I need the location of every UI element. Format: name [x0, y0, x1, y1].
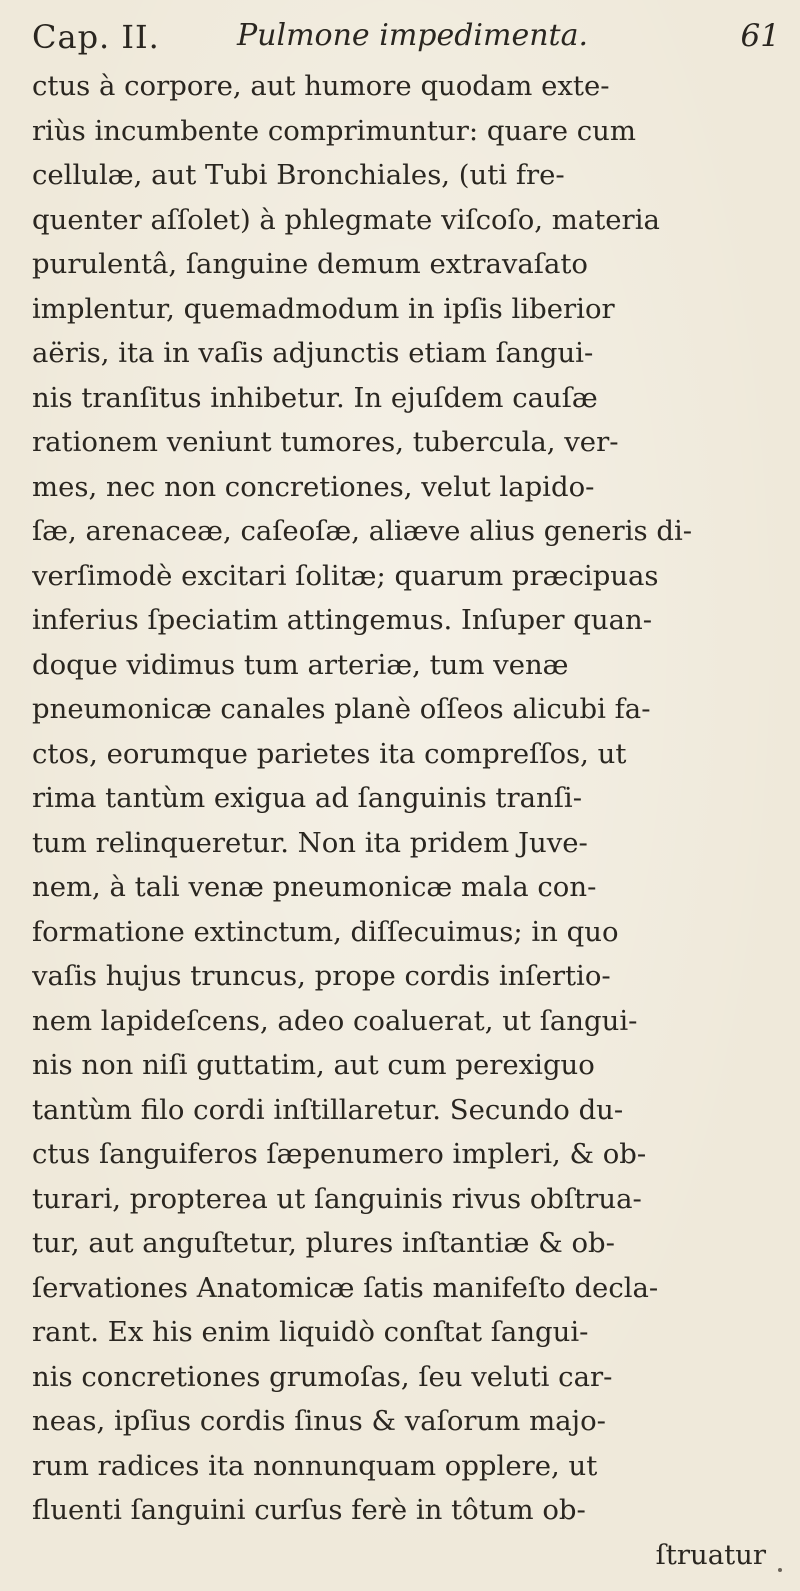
text-line: cellulæ, aut Tubi Bronchiales, (uti fre- — [32, 159, 565, 191]
text-line: ctus ſanguiferos ſæpenumero impleri, & ob- — [32, 1138, 647, 1170]
text-line: fluenti ſanguini curſus ferè in tôtum ob- — [32, 1494, 586, 1526]
text-line: ctos, eorumque parietes ita compreſſos, ut — [32, 737, 627, 770]
text-line: rationem veniunt tumores, tubercula, ver- — [32, 426, 619, 458]
text-line: tur, aut anguſtetur, plures inſtantiæ & ob- — [32, 1227, 615, 1259]
text-line: nem, à tali venæ pneumonicæ mala con- — [32, 871, 597, 903]
text-line: pneumonicæ canales planè oſſeos alicubi fa- — [32, 693, 651, 725]
text-line: doque vidimus tum arteriæ, tum venæ — [32, 648, 569, 681]
text-line: nem lapideſcens, adeo coaluerat, ut ſangui- — [32, 1004, 638, 1037]
text-line: turari, propterea ut ſanguinis rivus obſtrua- — [32, 1182, 642, 1215]
text-line: nis non niſi guttatim, aut cum perexiguo — [32, 1049, 595, 1081]
text-line: nis tranſitus inhibetur. In ejuſdem cauſæ — [32, 381, 598, 414]
text-line: ctus à corpore, aut humore quodam exte- — [32, 70, 610, 102]
catchword-line: ſtruatur — [655, 1538, 766, 1571]
text-line: ſervationes Anatomicæ ſatis manifeſto decla- — [32, 1271, 659, 1304]
text-line: rima tantùm exigua ad ſanguinis tranſi- — [32, 782, 582, 814]
page-number: 61 — [740, 18, 780, 54]
body-text — [32, 64, 794, 1577]
text-line: nis concretiones grumoſas, ſeu veluti car- — [32, 1360, 613, 1393]
text-line: neas, ipſius cordis ſinus & vaſorum majo- — [32, 1405, 606, 1437]
text-line: tantùm filo cordi inſtillaretur. Secundo du- — [32, 1093, 624, 1126]
text-line: verſimodè excitari ſolitæ; quarum præcipuas — [32, 559, 659, 592]
text-line: purulentâ, ſanguine demum extravaſato — [32, 248, 588, 280]
text-line: implentur, quemadmodum in ipſis liberior — [32, 292, 615, 325]
text-line: rum radices ita nonnunquam opplere, ut — [32, 1449, 598, 1482]
text-line: mes, nec non concretiones, velut lapido- — [32, 470, 595, 503]
text-line: vaſis hujus truncus, prope cordis inſertio- — [32, 960, 611, 992]
text-line: tum relinqueretur. Non ita pridem Juve- — [32, 826, 588, 859]
running-title: Pulmone impedimenta. — [237, 18, 589, 53]
text-line: aëris, ita in vaſis adjunctis etiam ſangui- — [32, 337, 594, 369]
text-line: riùs incumbente comprimuntur: quare cum — [32, 114, 636, 147]
chapter-label: Cap. II. — [32, 18, 160, 56]
paper-speck — [778, 1568, 782, 1572]
text-line: ſæ, arenaceæ, caſeoſæ, aliæve alius generis di- — [32, 515, 693, 547]
text-line: rant. Ex his enim liquidò conſtat ſangui- — [32, 1316, 589, 1348]
text-line: inferius ſpeciatim attingemus. Inſuper quan- — [32, 604, 652, 636]
running-head — [32, 12, 784, 60]
text-line: formatione extinctum, diſſecuimus; in quo — [32, 915, 619, 948]
text-line: quenter aſſolet) à phlegmate viſcoſo, materia — [32, 203, 660, 236]
